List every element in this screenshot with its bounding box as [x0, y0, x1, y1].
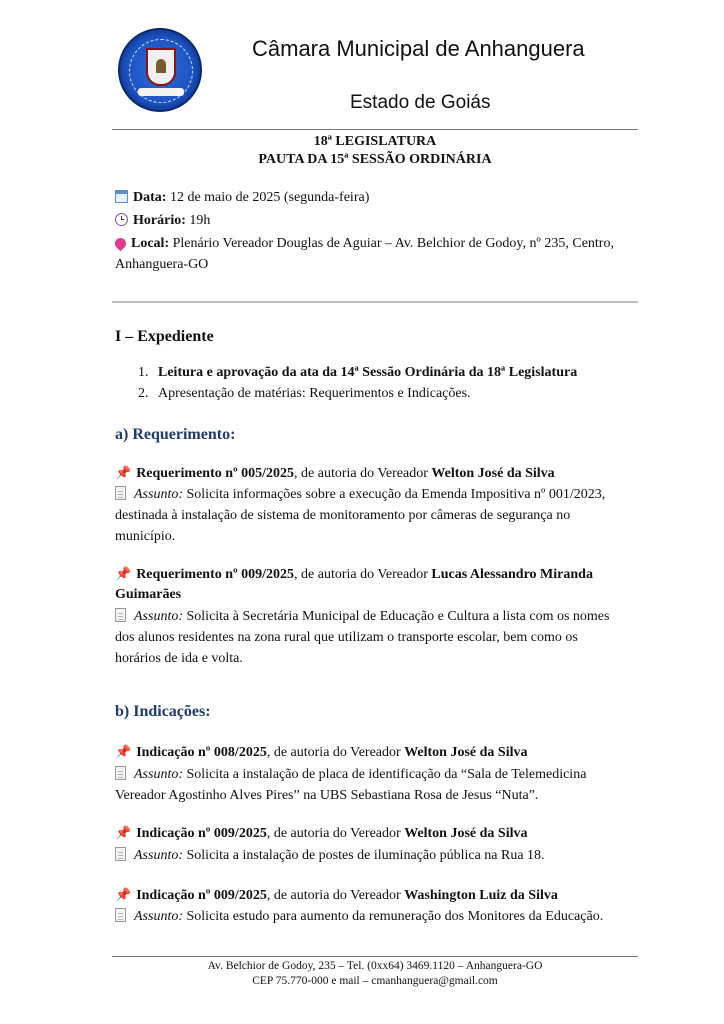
subject-line — [115, 906, 603, 927]
indicacao-id: Indicação nº 009/2025 — [136, 888, 267, 903]
agenda-item — [138, 386, 471, 402]
chamber-title: Câmara Municipal de Anhanguera — [252, 36, 585, 61]
location-pin-icon — [113, 236, 129, 252]
municipal-seal-logo — [118, 28, 202, 112]
subject-line — [115, 845, 545, 866]
pushpin-icon: 📌 — [115, 566, 132, 581]
place-value-continuation: Anhanguera-GO — [115, 257, 209, 272]
requerimento-id: Requerimento nº 009/2025 — [136, 567, 295, 582]
subject-text: Solicita estudo para aumento da remuneração dos Monitores da Educação. — [183, 909, 604, 924]
subject-text-cont: Vereador Agostinho Alves Pires” na UBS Sebastiana Rosa de Jesus “Nuta”. — [115, 788, 539, 803]
clock-icon — [115, 213, 128, 226]
agenda-item-text: Apresentação de matérias: Requerimentos e Indicações. — [158, 386, 471, 401]
author-name-cont: Guimarães — [115, 587, 182, 602]
footer-contact: CEP 75.770-000 e mail – cmanhanguera@gmail.com — [252, 975, 498, 987]
subject-text-cont: destinada à instalação de sistema de monitoramento por câmeras de segurança no — [115, 508, 571, 523]
subject-label: Assunto: — [134, 767, 183, 782]
subject-text: Solicita à Secretária Municipal de Educação e Cultura a lista com os nomes — [183, 609, 610, 624]
requerimento-entry-heading — [115, 563, 593, 585]
subject-text: Solicita a instalação de placa de identificação da “Sala de Telemedicina — [183, 767, 587, 782]
indicacao-entry-heading — [115, 822, 527, 844]
subject-text-cont: dos alunos residentes na zona rural que utilizam o transporte escolar, bem como os — [115, 630, 578, 645]
author-name: Welton José da Silva — [404, 826, 528, 841]
legislature-heading: 18ª LEGISLATURA — [313, 134, 437, 149]
seal-banner — [138, 88, 184, 96]
subject-label: Assunto: — [134, 487, 183, 502]
pushpin-icon: 📌 — [115, 887, 132, 902]
date-label: Data: — [133, 190, 167, 205]
document-icon — [115, 608, 126, 622]
pushpin-icon: 📌 — [115, 744, 132, 759]
date-value: 12 de maio de 2025 (segunda-feira) — [166, 190, 370, 205]
indicacao-id: Indicação nº 009/2025 — [136, 826, 267, 841]
indicacao-entry-heading — [115, 884, 558, 906]
footer-divider — [112, 956, 638, 957]
subject-label: Assunto: — [134, 848, 183, 863]
subject-label: Assunto: — [134, 909, 183, 924]
subject-line — [115, 484, 605, 505]
footer-address: Av. Belchior de Godoy, 235 – Tel. (0xx64) 3469.1120 – Anhanguera-GO — [207, 960, 543, 972]
document-icon — [115, 847, 126, 861]
author-name: Lucas Alessandro Miranda — [431, 567, 593, 582]
date-line — [115, 187, 369, 208]
requerimento-section-title: a) Requerimento: — [115, 426, 236, 443]
authorship-text: , de autoria do Vereador — [294, 567, 432, 582]
indicacao-entry-heading — [115, 741, 527, 763]
expediente-title: I – Expediente — [115, 328, 214, 345]
time-value: 19h — [185, 213, 211, 228]
authorship-text: , de autoria do Vereador — [266, 745, 405, 760]
agenda-item — [138, 365, 577, 381]
author-name: Washington Luiz da Silva — [404, 888, 558, 903]
requerimento-entry-heading — [115, 462, 555, 484]
calendar-icon — [115, 190, 128, 203]
subject-text-cont: município. — [115, 529, 176, 544]
state-subtitle: Estado de Goiás — [350, 92, 491, 113]
subject-line — [115, 764, 586, 785]
subject-text: Solicita a instalação de postes de iluminação pública na Rua 18. — [183, 848, 545, 863]
time-label: Horário: — [133, 213, 186, 228]
indicacoes-section-title: b) Indicações: — [115, 703, 211, 720]
subject-line — [115, 606, 609, 627]
subject-text-cont: horários de ida e volta. — [115, 651, 243, 666]
header-divider — [112, 129, 638, 130]
requerimento-id: Requerimento nº 005/2025 — [136, 466, 295, 481]
author-name: Welton José da Silva — [404, 745, 528, 760]
place-line — [115, 233, 614, 254]
section-divider — [112, 301, 638, 303]
time-line — [115, 210, 210, 231]
agenda-item-text: Leitura e aprovação da ata da 14ª Sessão Ordinária da 18ª Legislatura — [158, 365, 578, 380]
session-heading: PAUTA DA 15ª SESSÃO ORDINÁRIA — [258, 152, 492, 167]
authorship-text: , de autoria do Vereador — [266, 826, 405, 841]
authorship-text: , de autoria do Vereador — [266, 888, 405, 903]
place-label: Local: — [131, 236, 170, 251]
authorship-text: , de autoria do Vereador — [294, 466, 432, 481]
agenda-item-number: 2. — [138, 386, 149, 401]
pushpin-icon: 📌 — [115, 825, 132, 840]
document-icon — [115, 908, 126, 922]
seal-shield — [146, 48, 176, 86]
author-name: Welton José da Silva — [431, 466, 555, 481]
place-value: Plenário Vereador Douglas de Aguiar – Av. Belchior de Godoy, nº 235, Centro, — [169, 236, 614, 251]
pushpin-icon: 📌 — [115, 465, 132, 480]
indicacao-id: Indicação nº 008/2025 — [136, 745, 267, 760]
document-icon — [115, 486, 126, 500]
subject-text: Solicita informações sobre a execução da Emenda Impositiva nº 001/2023, — [183, 487, 606, 502]
document-icon — [115, 766, 126, 780]
subject-label: Assunto: — [134, 609, 183, 624]
agenda-item-number: 1. — [138, 365, 149, 380]
